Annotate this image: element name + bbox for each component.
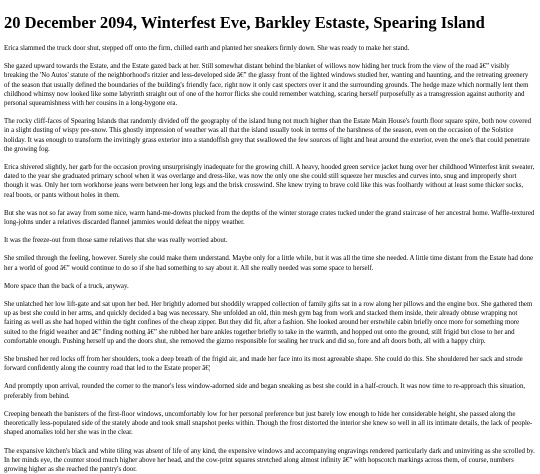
paragraph: Erica slammed the truck door shut, stepped off onto the firm, chilled earth and planted her sneakers firmly down. She was ready to make her stand.	[4, 44, 535, 53]
paragraph: She brushed her red locks off from her shoulders, took a deep breath of the frigid air, and made her face into its most agreeable shape. She could do this. She shouldered her sack and strode forward confidently along the country road that led to the Estate proper â€¦	[4, 355, 535, 373]
paragraph: She gazed upward towards the Estate, and the Estate gazed back at her. Still somewhat distant behind the blanket of willows now hiding her truck from the view of the road â€” visibly breaking the 'No Autos' statute of the neighborhood's ritzier and less-developed side â€” the glassy front of the lighted windows studied her, wanting and haunting, and the retreating greenery of the season that usually defined the boundaries of the building's friendly face, right now it only cast specters over it and the surrounding grounds. The hedge maze which normally lent them childhood whimsy now looked like some labyrinth straight out of one of the horror flicks she could remember watching, scaring herself purposefully as a transgression against authority and personal squeamishness with her cousins in a long-bygone era.	[4, 62, 535, 108]
page-title: 20 December 2094, Winterfest Eve, Barkley Estaste, Spearing Island	[4, 13, 535, 32]
paragraph: She smiled through the feeling, however. Surely she could make them understand. Maybe only for a little while, but it was all the time she needed. A little time distant from the Estate had done her a world of good â€” would continue to do so if she had something to say about it. All she really needed was some space to herself.	[4, 254, 535, 272]
paragraph: The expansive kitchen's black and white tiling was absent of life of any kind, the expensive windows and accompanying engravings rendered particularly dark and uninviting as she scrolled by. In her minds eye, the counter stood much higher above her head, and the cow-print squares stretched along almost infinity â€” with hopscotch markings across them, of course, numbers growing higher as she reached the pantry's door.	[4, 447, 535, 474]
paragraph: But she was not so far away from some nice, warm hand-me-downs plucked from the depths of the winter storage crates tucked under the grand staircase of her ancestral home. Waffle-textured long-johns under a relatives discarded flannel jammies would defeat the nippy weather.	[4, 209, 535, 227]
paragraph: More space than the back of a truck, anyway.	[4, 282, 535, 291]
paragraph: And promptly upon arrival, rounded the corner to the manor's less window-adorned side and began sneaking as best she could in a half-crouch. It was now time to re-approach this situation, preferably from behind.	[4, 382, 535, 400]
paragraph: The rocky cliff-faces of Spearing Islands that randomly divided off the geography of the island hung not much higher than the Estate Main House's fourth floor square spire, both now covered in a slight dusting of wispy pre-snow. This ghostly impression of weather was all that the island usually took in terms of the harshness of the season, even on the occasion of the Solstice holiday. It was enough to transform the invitingly grass exterior into a standoffish grey that swallowed the few sources of light and heat around the exterior, even the one's that could penetrate the growing fog.	[4, 117, 535, 154]
paragraph: She unlatched her low lift-gate and sat upon her bed. Her brightly adorned but shoddily wrapped collection of family gifts sat in a row along her pillows and the engine box. She gathered them up as best she could in her arms, and quickly decided a bag was necessary. She unfolded an old, thin mesh gym bag from work and stacked them inside, their already obtuse wrapping not fairing as well as she had hoped within the tight confines of the cheap zipper. But they did fit, after a fashion. She looked around her erstwhile cabin briefly once more for something more suited to the frigid weather and â€” finding nothing â€” she rubbed her bare ankles together briefly to take in the warmth, and hopped out onto the ground, still frigid but close to her and comfortable enough. Pushing herself up and the doors shut, she removed the gizmo responsible for sealing her truck and did so, fore and aft doors both, all with a happy chirp.	[4, 300, 535, 346]
paragraph: It was the freeze-out from those same relatives that she was really worried about.	[4, 236, 535, 245]
paragraph: Creeping beneath the banisters of the first-floor windows, uncomfortably low for her personal preference but just barely low enough to hide her considerable height, she passed along the theoretically less-populated side of the stately abode and took small snapshot peeks within. Though the frost distorted the interior she knew so well in all its intimate details, the lack of people-shaped anomalies told her she was in the clear.	[4, 410, 535, 438]
paragraph: Erica shivered slightly, her garb for the occasion proving unsurprisingly inadequate for the growing chill. A heavy, hooded green service jacket hung over her childhood Winterfest knit sweater, dated to the year she graduated primary school when it was overlarge and dress-like, was now the only one she could still squeeze her muscles and curves into, snug and improperly short though it was. Only her torn workhorse jeans were between her long legs and the brisk crosswind. She knew trying to brave cold like this was foolhardy without at least some thicker socks, real boots, or pants without holes in them.	[4, 163, 535, 200]
